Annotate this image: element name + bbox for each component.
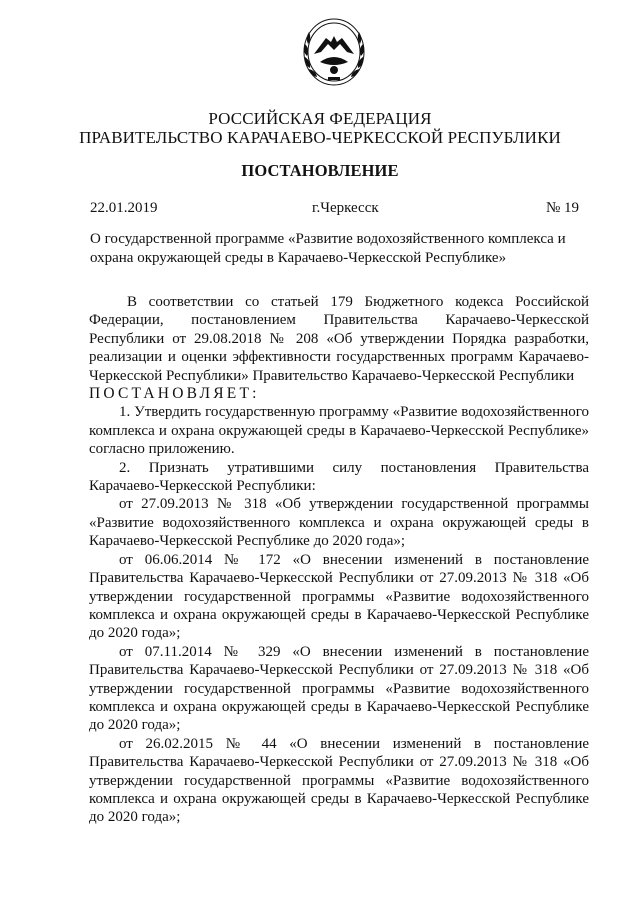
repealed-act: от 26.02.2015 № 44 «О внесении изменений в постановление Правительства Карачаево-Черкесской Республики от 27.09.2013 № 318 «Об утверждении государственной программы «Развитие водохозяйственного комплекса и охрана окружающей среды в Карачаево-Черкесской Республике до 2020 года»; bbox=[89, 735, 589, 826]
repealed-act: от 07.11.2014 № 329 «О внесении изменений в постановление Правительства Карачаево-Черкесской Республики от 27.09.2013 № 318 «Об утверждении государственной программы «Развитие водохозяйственного комплекса и охрана окружающей среды в Карачаево-Черкесской Республике до 2020 года»; bbox=[89, 643, 589, 734]
repealed-act: от 06.06.2014 № 172 «О внесении изменений в постановление Правительства Карачаево-Черкесской Республики от 27.09.2013 № 318 «Об утверждении государственной программы «Развитие водохозяйственного комплекса и охрана окружающей среды в Карачаево-Черкесской Республике до 2020 года»; bbox=[89, 551, 589, 642]
document-body bbox=[89, 293, 589, 827]
karachay-cherkessia-emblem-icon bbox=[300, 14, 368, 88]
government-heading: ПРАВИТЕЛЬСТВО КАРАЧАЕВО-ЧЕРКЕССКОЙ РЕСПУБЛИКИ bbox=[79, 128, 561, 147]
decree-word: ПОСТАНОВЛЯЕТ: bbox=[89, 385, 260, 403]
intro-paragraph: В соответствии со статьей 179 Бюджетного кодекса Российской Федерации, постановлением Правительства Карачаево-Черкесской Республики от 29.08.2018 № 208 «Об утверждении Порядка разработки, реализации и оценки эффективности государственных программ Карачаево-Черкесской Республики» Правительство Карачаево-Черкесской Республики bbox=[89, 294, 589, 384]
country-heading: РОССИЙСКАЯ ФЕДЕРАЦИЯ bbox=[208, 109, 432, 128]
document-date: 22.01.2019 bbox=[90, 200, 158, 216]
item-1-paragraph: 1. Утвердить государственную программу «Развитие водохозяйственного комплекса и охрана окружающей среды в Карачаево-Черкесской Республике» согласно приложению. bbox=[89, 404, 589, 458]
repealed-act: от 27.09.2013 № 318 «Об утверждении государственной программы «Развитие водохозяйственного комплекса и охрана окружающей среды в Карачаево-Черкесской Республике до 2020 года»; bbox=[89, 496, 589, 550]
item-2-paragraph: 2. Признать утратившими силу постановления Правительства Карачаево-Черкесской Республики: bbox=[89, 459, 589, 495]
document-number: № 19 bbox=[546, 200, 580, 216]
document-city: г.Черкесск bbox=[312, 200, 379, 216]
document-subject: О государственной программе «Развитие водохозяйственного комплекса и охрана окружающей среды в Карачаево-Черкесской Республике» bbox=[90, 231, 566, 266]
document-type-title: ПОСТАНОВЛЕНИЕ bbox=[241, 161, 399, 180]
